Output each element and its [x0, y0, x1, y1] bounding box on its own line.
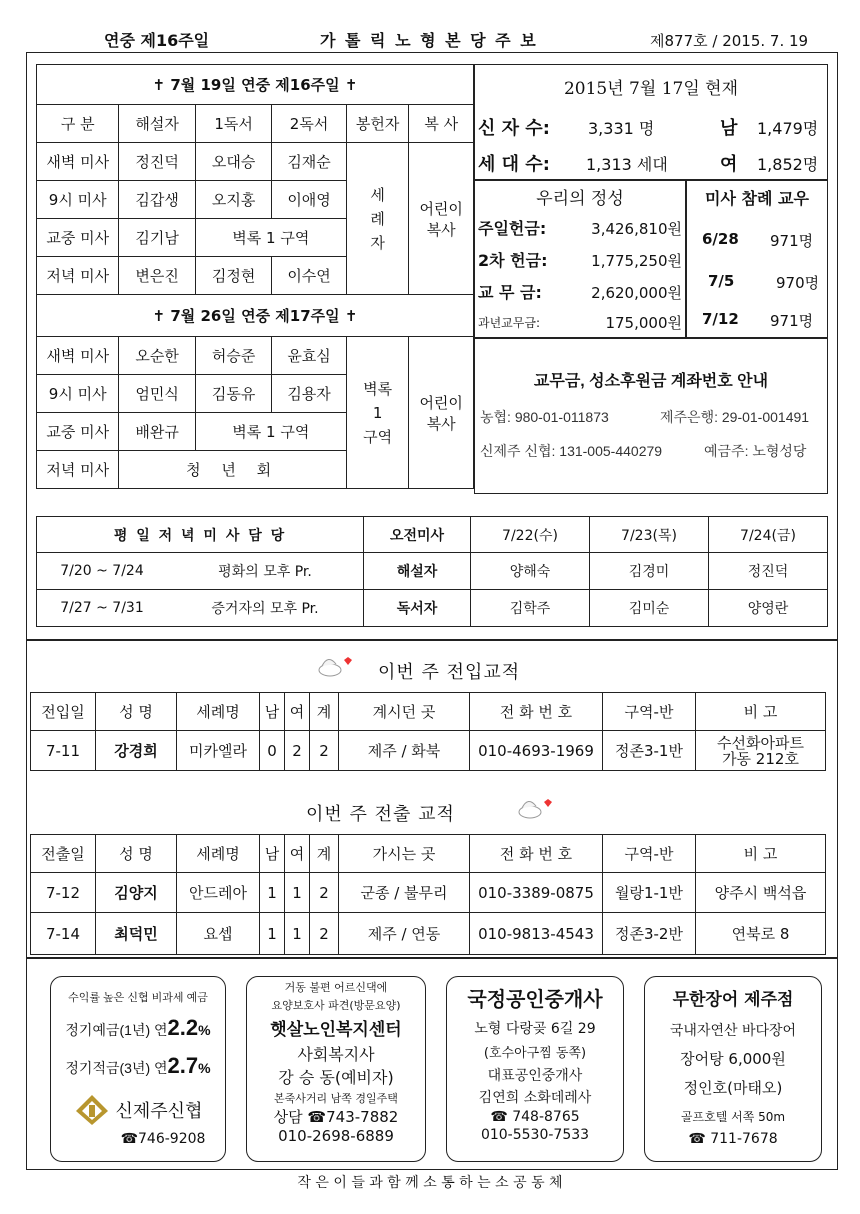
schedule-week17: ✝ 7월 26일 연중 제17주일 ✝ 새벽 미사 오순한 허승준 윤효심 벽록 1 구역 어린이 복사 9시 미사 엄민식 김동유 김용자 교중 미사 배완규 벽록 1 구역 저녁 미사 청 년 회 [36, 294, 474, 489]
schedule-title: ✝ 7월 26일 연중 제17주일 ✝ [37, 295, 474, 337]
bulletin-title: 가 톨 릭 노 형 본 당 주 보 [320, 31, 538, 50]
transfer-in-title: 이번 주 전입교적 [378, 662, 521, 683]
schedule-title: ✝ 7월 19일 연중 제16주일 ✝ [37, 65, 474, 105]
issue-week: 연중 제16주일 [104, 31, 210, 50]
ad-eel-restaurant[interactable] [644, 976, 822, 1162]
ad-phone: ☎746-9208 [120, 1131, 206, 1147]
transfer-out-title: 이번 주 전출 교적 [306, 804, 455, 825]
table-row: 7-12 김양지 안드레아 1 1 2 군종 / 불무리 010-3389-0875 월랑1-1반 양주시 백석읍 [31, 873, 826, 913]
bank-nh: 농협: 980-01-011873 [480, 409, 609, 425]
members-value: 3,331 명 [588, 119, 655, 138]
dove-icon [514, 794, 554, 822]
ad-phone: ☎ 748-8765 [490, 1109, 580, 1125]
offering-label: 과년교무금: [478, 316, 541, 330]
ad-line: 정인호(마태오) [683, 1079, 783, 1097]
bank-credit-union: 신제주 신협: 131-005-440279 [480, 443, 663, 459]
offering-value: 2,620,000원 [591, 284, 682, 302]
attendance-count: 971명 [770, 312, 814, 330]
male-value: 1,479명 [757, 119, 819, 138]
ad-rate-savings: 정기적금(3년) 연2.7% [65, 1053, 211, 1078]
footer-motto: 작 은 이 들 과 함 께 소 통 하 는 소 공 동 체 [297, 1175, 563, 1191]
ad-phone: ☎ 711-7678 [688, 1131, 778, 1147]
ad-line: 노형 다랑곶 6길 29 [474, 1021, 596, 1037]
members-label: 신 자 수: [478, 118, 550, 139]
ad-phone: 010-2698-6889 [278, 1127, 394, 1145]
ad-tagline: 거동 불편 어르신댁에 요양보호사 파견(방문요양) [271, 981, 401, 1012]
schedule-week16: ✝ 7월 19일 연중 제16주일 ✝ 구 분 해설자 1독서 2독서 봉헌자 복 사 새벽 미사 정진덕 오대승 김재순 세 례 자 어린이 복사 9시 미사 김갑생 오지홍 이애영 교중 미사 김기남 벽록 1 구역 저녁 미사 변은진 김정현 이수연 [36, 64, 474, 295]
ad-rate-deposit: 정기예금(1년) 연2.2% [65, 1015, 211, 1040]
attendance-date: 6/28 [702, 230, 739, 248]
ad-line: 대표공인중개사 [487, 1068, 583, 1084]
ad-realtor[interactable] [446, 976, 624, 1162]
ad-line: 국내자연산 바다장어 [669, 1023, 797, 1039]
attendance-date: 7/12 [702, 310, 739, 328]
table-row: 7-14 최덕민 요셉 1 1 2 제주 / 연동 010-9813-4543 정존3-2반 연북로 8 [31, 913, 826, 955]
ad-line: 장어탕 6,000원 [680, 1050, 786, 1068]
stats-date: 2015년 7월 17일 현재 [563, 79, 739, 99]
credit-union-logo-icon [74, 1093, 110, 1127]
attendance-count: 971명 [770, 232, 814, 250]
households-label: 세 대 수: [478, 154, 550, 175]
bank-title: 교무금, 성소후원금 계좌번호 안내 [533, 373, 769, 390]
dove-icon [314, 652, 354, 680]
attendance-date: 7/5 [708, 272, 735, 290]
bank-holder: 예금주: 노형성당 [704, 443, 807, 459]
ad-phone: 상담 ☎743-7882 [273, 1108, 399, 1126]
attendance-count: 970명 [776, 274, 820, 292]
ad-name: 햇살노인복지센터 [270, 1020, 402, 1040]
offering-label: 2차 헌금: [478, 251, 548, 270]
ad-line: (호수아구찜 동쪽) [483, 1046, 587, 1061]
female-label: 여 [720, 154, 738, 175]
bank-jeju: 제주은행: 29-01-001491 [660, 409, 810, 425]
offering-value: 1,775,250원 [591, 252, 682, 270]
ad-line: 골프호텔 서쪽 50m [680, 1110, 786, 1124]
transfer-out-table: 전출일 성 명 세례명 남 여 계 가시는 곳 전 화 번 호 구역-반 비 고 7-12 김양지 안드레아 1 1 2 군종 / 불무리 010-3389-0875 월랑1-1반 양주시 백석읍 7-14 최덕민 요셉 1 1 2 제주 / 연동 010-9813-4543 정존3-2반 연북로 8 [30, 834, 826, 955]
offering-label: 교 무 금: [478, 283, 542, 302]
weekday-mass-table: 평 일 저 녁 미 사 담 당 오전미사 7/22(수) 7/23(목) 7/24(금) 7/20 ~ 7/24 평화의 모후 Pr. 해설자 양해숙 김경미 정진덕 7/27 ~ 7/31 증거자의 모후 Pr. 독서자 김학주 김미순 양영란 [36, 516, 828, 627]
ad-line: 본죽사거리 남쪽 경일주택 [274, 1092, 398, 1105]
female-value: 1,852명 [757, 155, 819, 174]
issue-number: 제877호 / 2015. 7. 19 [650, 32, 809, 50]
offering-value: 3,426,810원 [591, 220, 682, 238]
offering-value: 175,000원 [605, 314, 682, 332]
ad-phone: 010-5530-7533 [480, 1127, 590, 1143]
households-value: 1,313 세대 [586, 155, 668, 174]
ad-name: 국정공인중개사 [467, 987, 603, 1011]
ad-welfare-center[interactable] [246, 976, 426, 1162]
offerings-title: 우리의 정성 [536, 189, 624, 209]
ad-line: 강 승 동(예비자) [278, 1068, 394, 1087]
ad-tagline: 수익률 높은 신협 비과세 예금 [68, 992, 208, 1004]
ad-name: 신제주신협 [115, 1101, 203, 1122]
table-row: 7-11 강경희 미카엘라 0 2 2 제주 / 화북 010-4693-1969 정존3-1반 수선화아파트 가동 212호 [31, 731, 826, 771]
ad-line: 김연희 소화데레사 [478, 1090, 592, 1106]
offering-label: 주일헌금: [478, 219, 547, 238]
ad-line: 사회복지사 [297, 1045, 375, 1064]
ad-name: 무한장어 제주점 [672, 990, 794, 1010]
male-label: 남 [720, 118, 738, 139]
transfer-in-table: 전입일 성 명 세례명 남 여 계 계시던 곳 전 화 번 호 구역-반 비 고 7-11 강경희 미카엘라 0 2 2 제주 / 화북 010-4693-1969 정존3-1반 수선화아파트 가동 212호 [30, 692, 826, 771]
ad-credit-union[interactable] [50, 976, 226, 1162]
attendance-title: 미사 참례 교우 [705, 189, 809, 208]
